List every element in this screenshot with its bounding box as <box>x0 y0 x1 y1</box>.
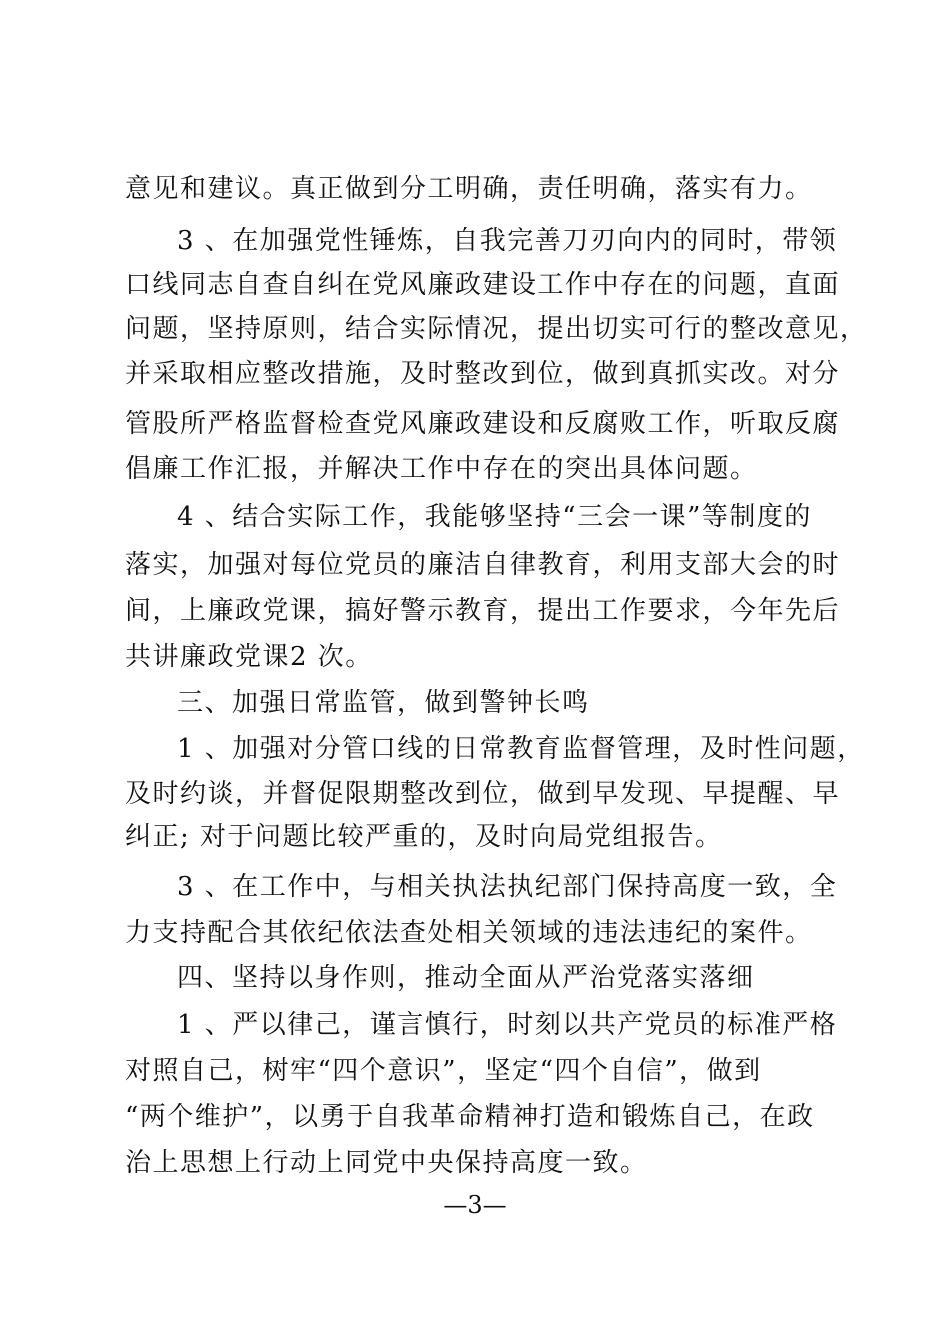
text-line: 1 、加强对分管口线的日常教育监督管理，及时性问题， <box>177 734 865 764</box>
text-line: 意见和建议。真正做到分工明确，责任明确，落实有力。 <box>125 174 813 204</box>
text-line: 问题，坚持原则，结合实际情况，提出切实可行的整改意见， <box>125 314 868 344</box>
text-line: “两个维护”，以勇于自我革命精神打造和锻炼自己，在政 <box>125 1102 815 1132</box>
text-line: 3 、在加强党性锤炼，自我完善刀刃向内的同时，带领 <box>177 226 838 256</box>
text-line: 间，上廉政党课，搞好警示教育，提出工作要求，今年先后 <box>125 596 841 626</box>
text-line: 共讲廉政党课2 次。 <box>125 642 373 672</box>
text-line: 4 、结合实际工作，我能够坚持“三会一课”等制度的 <box>177 502 812 532</box>
section-heading: 三、加强日常监管，做到警钟长鸣 <box>177 688 590 718</box>
text-line: 并采取相应整改措施，及时整改到位，做到真抓实改。对分 <box>125 359 841 389</box>
section-heading: 四、坚持以身作则，推动全面从严治党落实落细 <box>177 963 755 993</box>
text-line: 1 、严以律己，谨言慎行，时刻以共产党员的标准严格 <box>177 1010 838 1040</box>
text-line: 管股所严格监督检查党风廉政建设和反腐败工作，听取反腐 <box>125 409 841 439</box>
text-line: 倡廉工作汇报，并解决工作中存在的突出具体问题。 <box>125 454 758 484</box>
text-line: 纠正; 对于问题比较严重的，及时向局党组报告。 <box>125 822 723 852</box>
text-line: 及时约谈，并督促限期整改到位，做到早发现、早提醒、早 <box>125 779 841 809</box>
text-line: 力支持配合其依纪依法查处相关领域的违法违纪的案件。 <box>125 918 813 948</box>
text-line: 落实，加强对每位党员的廉洁自律教育，利用支部大会的时 <box>125 550 841 580</box>
text-line: 3 、在工作中，与相关执法执纪部门保持高度一致，全 <box>177 872 838 902</box>
text-line: 治上思想上行动上同党中央保持高度一致。 <box>125 1148 648 1178</box>
text-line: 对照自己，树牢“四个意识”，坚定“四个自信”，做到 <box>125 1056 762 1086</box>
text-line: 口线同志自查自纠在党风廉政建设工作中存在的问题，直面 <box>125 270 841 300</box>
page-number: —3— <box>443 1191 507 1219</box>
